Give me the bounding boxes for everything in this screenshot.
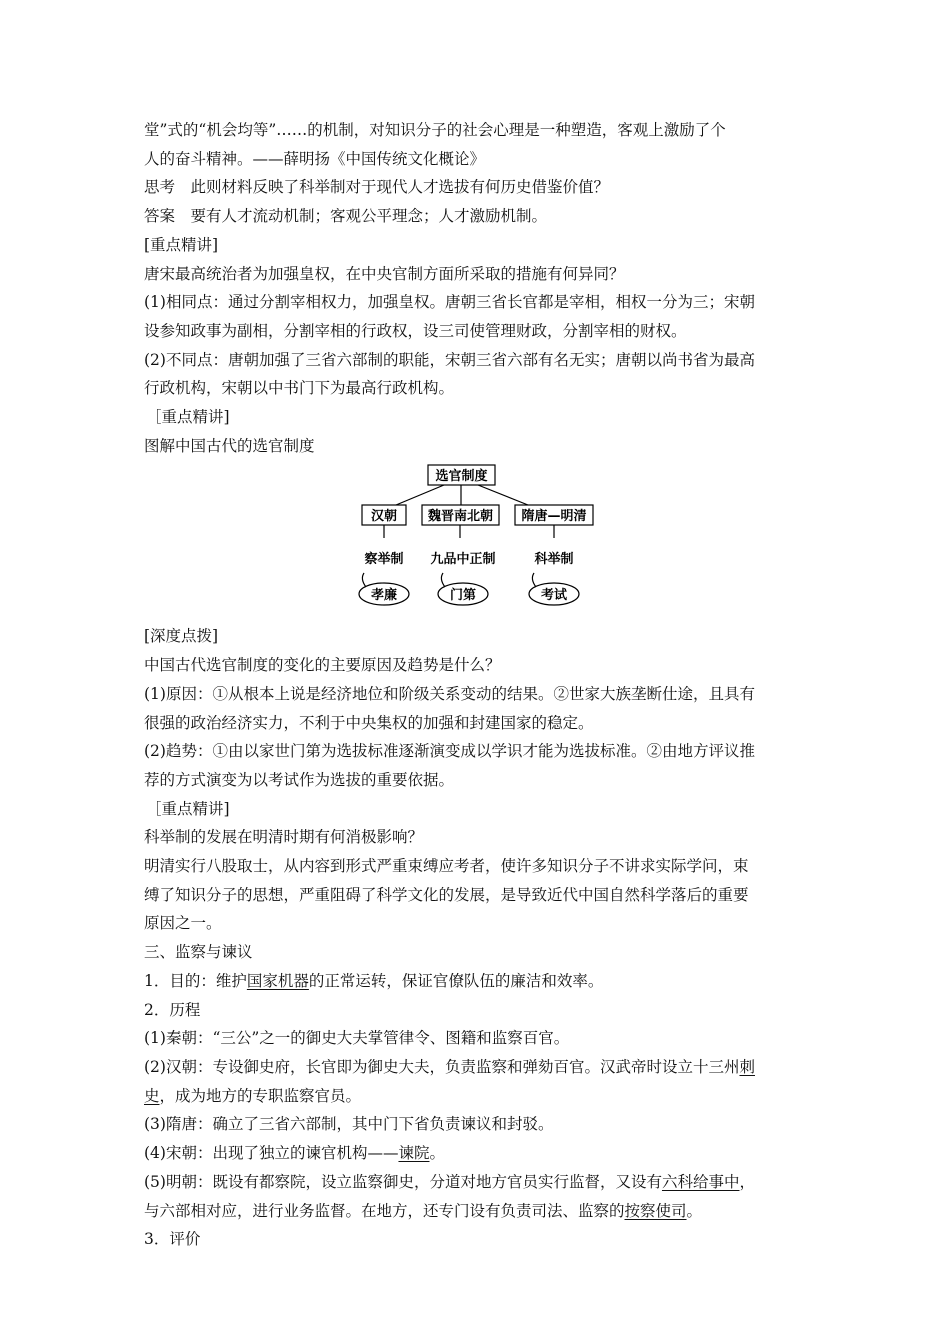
text-segment: ，成为地方的专职监察官员。 bbox=[159, 1086, 362, 1105]
text-segment: ， bbox=[739, 1172, 755, 1191]
think-question: 思考 此则材料反映了科举制对于现代人才选拔有何历史借鉴价值？ bbox=[144, 178, 610, 197]
quote-line-1: 堂”式的“机会均等”……的机制，对知识分子的社会心理是一种塑造，客观上激励了个 bbox=[144, 121, 726, 139]
root-label: 选官制度 bbox=[435, 469, 488, 485]
underlined-term: 刺 bbox=[739, 1057, 755, 1076]
text-segment: (5)明朝：既设有都察院，设立监察御史，分道对地方官员实行监督，又设有 bbox=[144, 1172, 662, 1191]
arrow-left bbox=[396, 485, 444, 505]
section-question: 唐宋最高统治者为加强皇权，在中央官制方面所采取的措施有何异同？ bbox=[144, 264, 625, 283]
dynasty-label: 魏晋南北朝 bbox=[427, 509, 494, 525]
body-line: 设参知政事为副相，分割宰相的行政权，设三司使管理财政，分割宰相的财权。 bbox=[144, 321, 687, 340]
purpose-line bbox=[144, 967, 810, 996]
section-question: 科举制的发展在明清时期有何消极影响？ bbox=[144, 828, 424, 847]
body-line bbox=[144, 1168, 810, 1197]
underlined-term: 谏院 bbox=[398, 1144, 430, 1163]
body-line: (2)不同点：唐朝加强了三省六部制的职能，宋朝三省六部有名无实；唐朝以尚书省为最高 bbox=[144, 350, 755, 369]
diagram-title: 图解中国古代的选官制度 bbox=[144, 436, 315, 455]
underlined-term: 六科给事中 bbox=[661, 1172, 740, 1191]
text-segment: 的正常运转，保证官僚队伍的廉洁和效率。 bbox=[308, 971, 604, 990]
subheading: 3．评价 bbox=[144, 1230, 201, 1249]
underlined-term: 按察使司 bbox=[624, 1201, 687, 1220]
body-line: 明清实行八股取士，从内容到形式严重束缚应考者，使许多知识分子不讲求实际学问，束 bbox=[144, 857, 749, 876]
body-line: (1)秦朝：“三公”之一的御史大夫掌管律令、图籍和监察百官。 bbox=[144, 1029, 570, 1048]
body-line: (3)隋唐：确立了三省六部制，其中门下省负责谏议和封驳。 bbox=[144, 1115, 554, 1134]
underlined-term: 史 bbox=[144, 1086, 160, 1105]
subheading: 2．历程 bbox=[144, 1000, 201, 1019]
basis-label: 孝廉 bbox=[370, 588, 398, 604]
body-line bbox=[144, 1053, 810, 1082]
text-segment: 1．目的：维护 bbox=[144, 971, 247, 990]
basis-label: 门第 bbox=[449, 588, 477, 604]
system-label: 九品中正制 bbox=[430, 552, 496, 568]
section-heading: 三、监察与谏议 bbox=[144, 943, 253, 962]
body-line: (2)趋势：①由以家世门第为选拔标准逐渐演变成以学识才能为选拔标准。②由地方评议推 bbox=[144, 742, 755, 761]
text-segment: (2)汉朝：专设御史府，长官即为御史大夫，负责监察和弹劾百官。汉武帝时设立十三州 bbox=[144, 1057, 740, 1076]
body-line bbox=[144, 1139, 810, 1168]
section-question: 中国古代选官制度的变化的主要原因及趋势是什么？ bbox=[144, 656, 501, 675]
text-segment: 。 bbox=[686, 1201, 703, 1220]
section-tag: ［重点精讲] bbox=[146, 408, 230, 427]
dynasty-label: 汉朝 bbox=[370, 509, 398, 525]
text-segment: 。 bbox=[429, 1144, 445, 1163]
body-line: 缚了知识分子的思想，严重阻碍了科学文化的发展，是导致近代中国自然科学落后的重要 bbox=[144, 885, 749, 904]
dynasty-label: 隋唐—明清 bbox=[521, 509, 587, 525]
section-tag: [深度点拨] bbox=[144, 627, 219, 646]
arrow-right bbox=[478, 485, 528, 505]
selection-system-diagram bbox=[144, 460, 810, 622]
basis-label: 考试 bbox=[540, 588, 568, 604]
body-line: (1)原因：①从根本上说是经济地位和阶级关系变动的结果。②世家大族垄断仕途，且具有 bbox=[144, 684, 755, 703]
body-line bbox=[144, 1197, 810, 1226]
quote-line-2: 人的奋斗精神。——薛明扬《中国传统文化概论》 bbox=[144, 149, 486, 168]
body-line bbox=[144, 1082, 810, 1111]
answer-line: 答案 要有人才流动机制；客观公平理念；人才激励机制。 bbox=[144, 207, 548, 226]
text-segment: 与六部相对应，进行业务监督。在地方，还专门设有负责司法、监察的 bbox=[144, 1201, 625, 1220]
system-label: 科举制 bbox=[534, 552, 574, 568]
body-line: 很强的政治经济实力，不利于中央集权的加强和封建国家的稳定。 bbox=[144, 713, 594, 732]
document-page bbox=[144, 116, 810, 1254]
underlined-term: 国家机器 bbox=[246, 971, 309, 990]
text-segment: (4)宋朝：出现了独立的谏官机构—— bbox=[144, 1144, 399, 1163]
system-label: 察举制 bbox=[364, 552, 404, 568]
body-line: 行政机构，宋朝以中书门下为最高行政机构。 bbox=[144, 379, 455, 398]
section-tag: ［重点精讲] bbox=[146, 799, 230, 818]
body-line: (1)相同点：通过分割宰相权力，加强皇权。唐朝三省长官都是宰相，相权一分为三；宋朝 bbox=[144, 293, 755, 312]
body-line: 原因之一。 bbox=[144, 914, 222, 933]
section-tag: [重点精讲] bbox=[144, 235, 219, 254]
body-line: 荐的方式演变为以考试作为选拔的重要依据。 bbox=[144, 770, 455, 789]
